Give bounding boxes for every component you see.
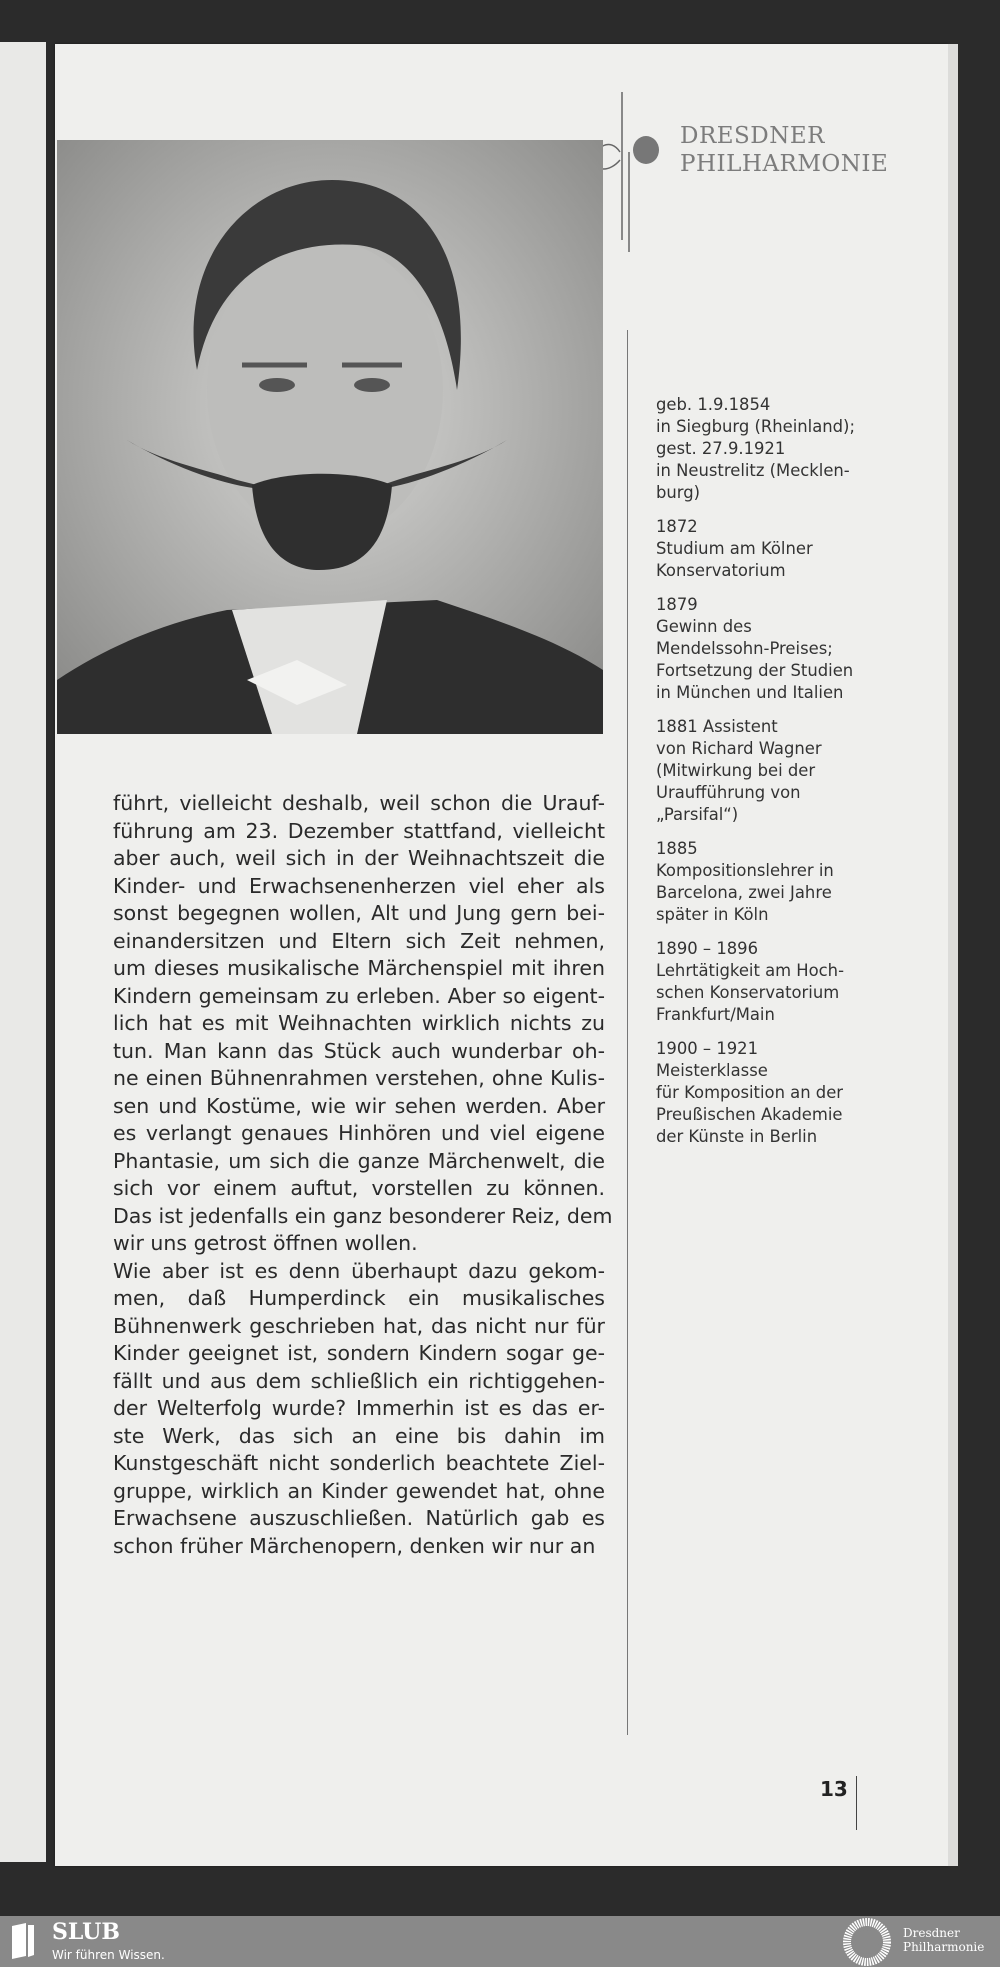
- partner-line-1: Dresdner: [903, 1926, 960, 1940]
- biography-line: Meisterklasse: [656, 1061, 768, 1080]
- text-line: Wie aber ist es denn überhaupt dazu gekom-: [113, 1258, 605, 1283]
- biography-entry: [656, 594, 886, 704]
- text-line: es verlangt genaues Hinhören und viel eigene: [113, 1121, 605, 1145]
- page-number-rule: [856, 1776, 857, 1830]
- slub-logo-text[interactable]: SLUB: [52, 1919, 120, 1945]
- logo-line-1: DRESDNER: [680, 123, 825, 149]
- footer-bar: [0, 1916, 1000, 1967]
- text-line: Erwachsene auszuschließen. Natürlich gab es: [113, 1506, 605, 1530]
- biography-line: von Richard Wagner: [656, 739, 822, 758]
- biography-line: 1900 – 1921: [656, 1039, 759, 1058]
- biography-line: 1881 Assistent: [656, 717, 778, 736]
- text-line: führt, vielleicht deshalb, weil schon die Urauf-: [113, 791, 605, 815]
- logo-line-2: PHILHARMONIE: [680, 151, 889, 177]
- biography-line: in Siegburg (Rheinland);: [656, 417, 855, 436]
- biography-line: 1890 – 1896: [656, 939, 759, 958]
- biography-line: (Mitwirkung bei der: [656, 761, 816, 780]
- biography-entry: [656, 394, 886, 504]
- text-line: wir uns getrost öffnen wollen.: [113, 1231, 418, 1255]
- text-line: Bühnenwerk geschrieben hat, das nicht nur für: [113, 1313, 605, 1338]
- biography-line: Konservatorium: [656, 561, 786, 580]
- slub-book-icon: [8, 1922, 40, 1960]
- column-divider: [627, 330, 628, 1735]
- portrait-photo: [57, 140, 603, 734]
- biography-line: 1879: [656, 595, 698, 614]
- page-number: 13: [820, 1777, 848, 1801]
- biography-line: 1872: [656, 517, 698, 536]
- text-line: lich hat es mit Weihnachten wirklich nichts zu: [113, 1011, 605, 1035]
- biography-line: Gewinn des: [656, 617, 752, 636]
- biography-line: Kompositionslehrer in: [656, 861, 834, 880]
- text-line: tun. Man kann das Stück auch wunderbar oh-: [113, 1038, 605, 1063]
- text-line: fällt und aus dem schließlich ein richtiggehen-: [113, 1368, 605, 1393]
- text-line: Kindern gemeinsam zu erleben. Aber so eigent-: [113, 983, 605, 1008]
- biography-line: später in Köln: [656, 905, 769, 924]
- text-line: gruppe, wirklich an Kinder gewendet hat, ohne: [113, 1478, 605, 1503]
- text-line: der Welterfolg wurde? Immerhin ist es das er-: [113, 1396, 605, 1420]
- slub-tagline: Wir führen Wissen.: [52, 1948, 165, 1962]
- text-line: Phantasie, um sich die ganze Märchenwelt, die: [113, 1148, 605, 1173]
- text-line: Kinder geeignet ist, sondern Kindern sogar ge-: [113, 1341, 605, 1365]
- biography-entry: [656, 838, 886, 926]
- text-line: Kinder- und Erwachsenenherzen viel eher als: [113, 873, 605, 898]
- text-line: führung am 23. Dezember stattfand, vielleicht: [113, 818, 605, 843]
- text-line: sich vor einem auftut, vorstellen zu können.: [113, 1176, 605, 1200]
- biography-line: Mendelssohn-Preises;: [656, 639, 833, 658]
- text-line: sen und Kostüme, wie wir sehen werden. Aber: [113, 1093, 605, 1118]
- text-line: um dieses musikalische Märchenspiel mit ihren: [113, 956, 605, 980]
- biography-line: Barcelona, zwei Jahre: [656, 883, 832, 902]
- text-line: ste Werk, das sich an eine bis dahin im: [113, 1423, 605, 1448]
- biography-line: gest. 27.9.1921: [656, 439, 786, 458]
- biography-line: der Künste in Berlin: [656, 1127, 818, 1146]
- text-line: sonst begegnen wollen, Alt und Jung gern bei-: [113, 901, 605, 925]
- text-line: schon früher Märchenopern, denken wir nur an: [113, 1533, 596, 1558]
- biography-line: in München und Italien: [656, 683, 844, 702]
- text-line: Kunstgeschäft nicht sonderlich beachtete Ziel-: [113, 1451, 605, 1475]
- partner-line-2: Philharmonie: [903, 1940, 985, 1954]
- biography-line: „Parsifal“): [656, 805, 739, 824]
- text-line: Das ist jedenfalls ein ganz besonderer Reiz, dem: [113, 1203, 613, 1228]
- facing-page-edge: [0, 42, 46, 1862]
- text-line: einandersitzen und Eltern sich Zeit nehmen,: [113, 928, 605, 953]
- biography-entry: [656, 1038, 886, 1148]
- page-edge: [948, 44, 958, 1866]
- biography-line: schen Konservatorium: [656, 983, 840, 1002]
- biography-line: Fortsetzung der Studien: [656, 661, 854, 680]
- text-line: aber auch, weil sich in der Weihnachtszeit die: [113, 846, 605, 870]
- main-text: [113, 790, 613, 1560]
- biography-line: für Komposition an der: [656, 1083, 844, 1102]
- biography-line: in Neustrelitz (Mecklen-: [656, 461, 850, 480]
- biography-line: Preußischen Akademie: [656, 1105, 843, 1124]
- biography-sidebar: [656, 394, 886, 1160]
- biography-line: Studium am Kölner: [656, 539, 813, 558]
- biography-line: Frankfurt/Main: [656, 1005, 775, 1024]
- biography-entry: [656, 938, 886, 1026]
- biography-line: 1885: [656, 839, 698, 858]
- text-line: ne einen Bühnenrahmen verstehen, ohne Kulis-: [113, 1066, 605, 1090]
- philharmonie-logo-text: [903, 1926, 984, 1954]
- biography-entry: [656, 516, 886, 582]
- logo-text: [680, 122, 888, 178]
- text-line: men, daß Humperdinck ein musikalisches: [113, 1286, 605, 1310]
- biography-line: Lehrtätigkeit am Hoch-: [656, 961, 844, 980]
- biography-line: burg): [656, 483, 701, 502]
- biography-line: geb. 1.9.1854: [656, 395, 771, 414]
- biography-entry: [656, 716, 886, 826]
- philharmonie-sun-icon[interactable]: [842, 1918, 892, 1966]
- biography-line: Uraufführung von: [656, 783, 801, 802]
